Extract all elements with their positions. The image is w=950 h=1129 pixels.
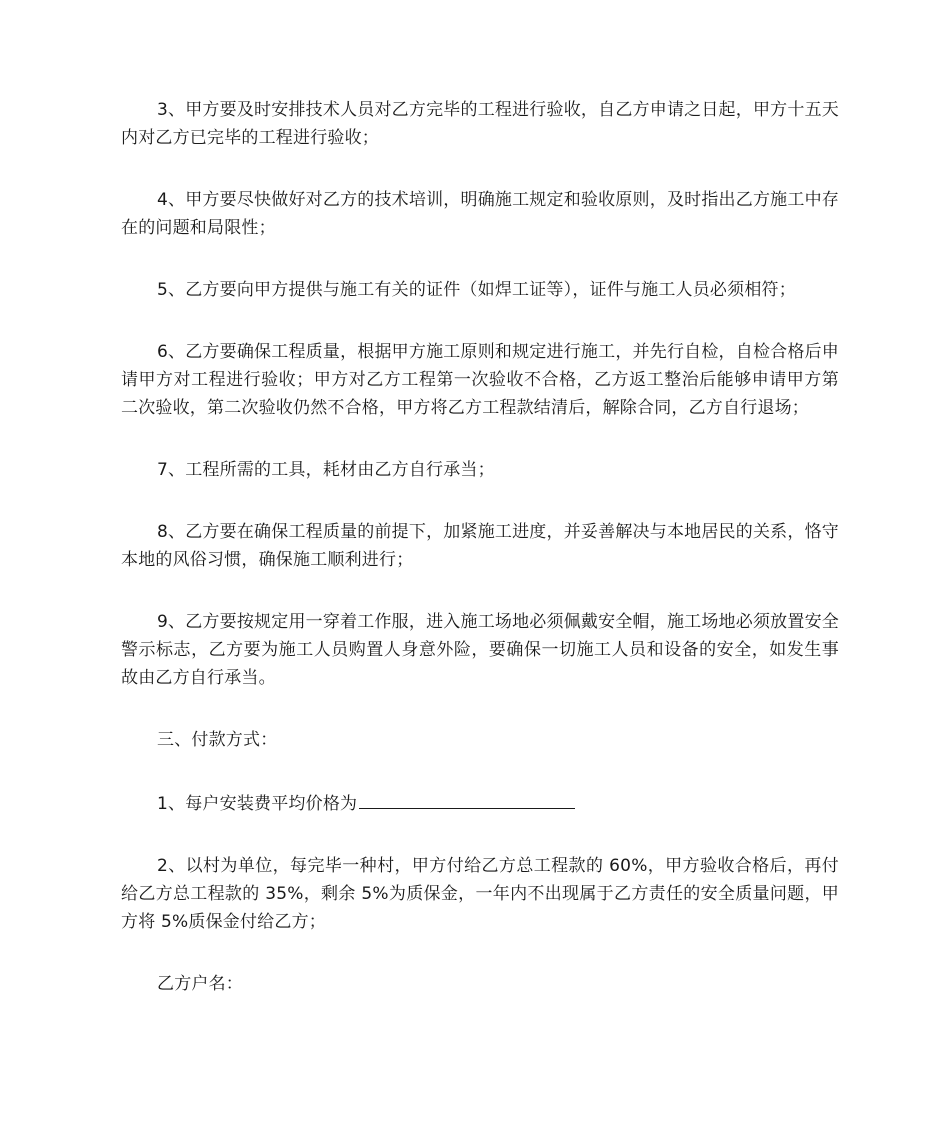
contract-page bbox=[121, 96, 839, 1032]
clause-5: 5、乙方要向甲方提供与施工有关的证件（如焊工证等），证件与施工人员必须相符； bbox=[157, 280, 796, 300]
clause-9: 9、乙方要按规定用一穿着工作服，进入施工场地必须佩戴安全帽，施工场地必须放置安全警示标志，乙方要为施工人员购置人身意外险，要确保一切施工人员和设备的安全，如发生事故由乙方自行承当。 bbox=[121, 612, 839, 688]
clause-4: 4、甲方要尽快做好对乙方的技术培训，明确施工规定和验收原则，及时指出乙方施工中存在的问题和局限性； bbox=[121, 190, 839, 238]
section-payment-heading: 三、付款方式： bbox=[157, 730, 278, 750]
price-label: 1、每户安装费平均价格为 bbox=[157, 794, 358, 814]
price-blank-field bbox=[359, 788, 575, 809]
payment-price-line bbox=[121, 788, 839, 818]
clause-3: 3、甲方要及时安排技术人员对乙方完毕的工程进行验收，自乙方申请之日起，甲方十五天内对乙方已完毕的工程进行验收； bbox=[121, 100, 839, 148]
account-name-label: 乙方户名： bbox=[157, 974, 243, 994]
clause-6: 6、乙方要确保工程质量，根据甲方施工原则和规定进行施工，并先行自检，自检合格后申请甲方对工程进行验收；甲方对乙方工程第一次验收不合格，乙方返工整治后能够申请甲方第二次验收，第二次验收仍然不合格，甲方将乙方工程款结清后，解除合同，乙方自行退场； bbox=[121, 342, 839, 418]
payment-schedule: 2、以村为单位，每完毕一种村，甲方付给乙方总工程款的 60%，甲方验收合格后，再付给乙方总工程款的 35%，剩余 5%为质保金，一年内不出现属于乙方责任的安全质量问题，甲方将 5%质保金付给乙方； bbox=[121, 856, 839, 932]
clause-7: 7、工程所需的工具，耗材由乙方自行承当； bbox=[157, 460, 495, 480]
clause-8: 8、乙方要在确保工程质量的前提下，加紧施工进度，并妥善解决与本地居民的关系，恪守本地的风俗习惯，确保施工顺利进行； bbox=[121, 522, 839, 570]
